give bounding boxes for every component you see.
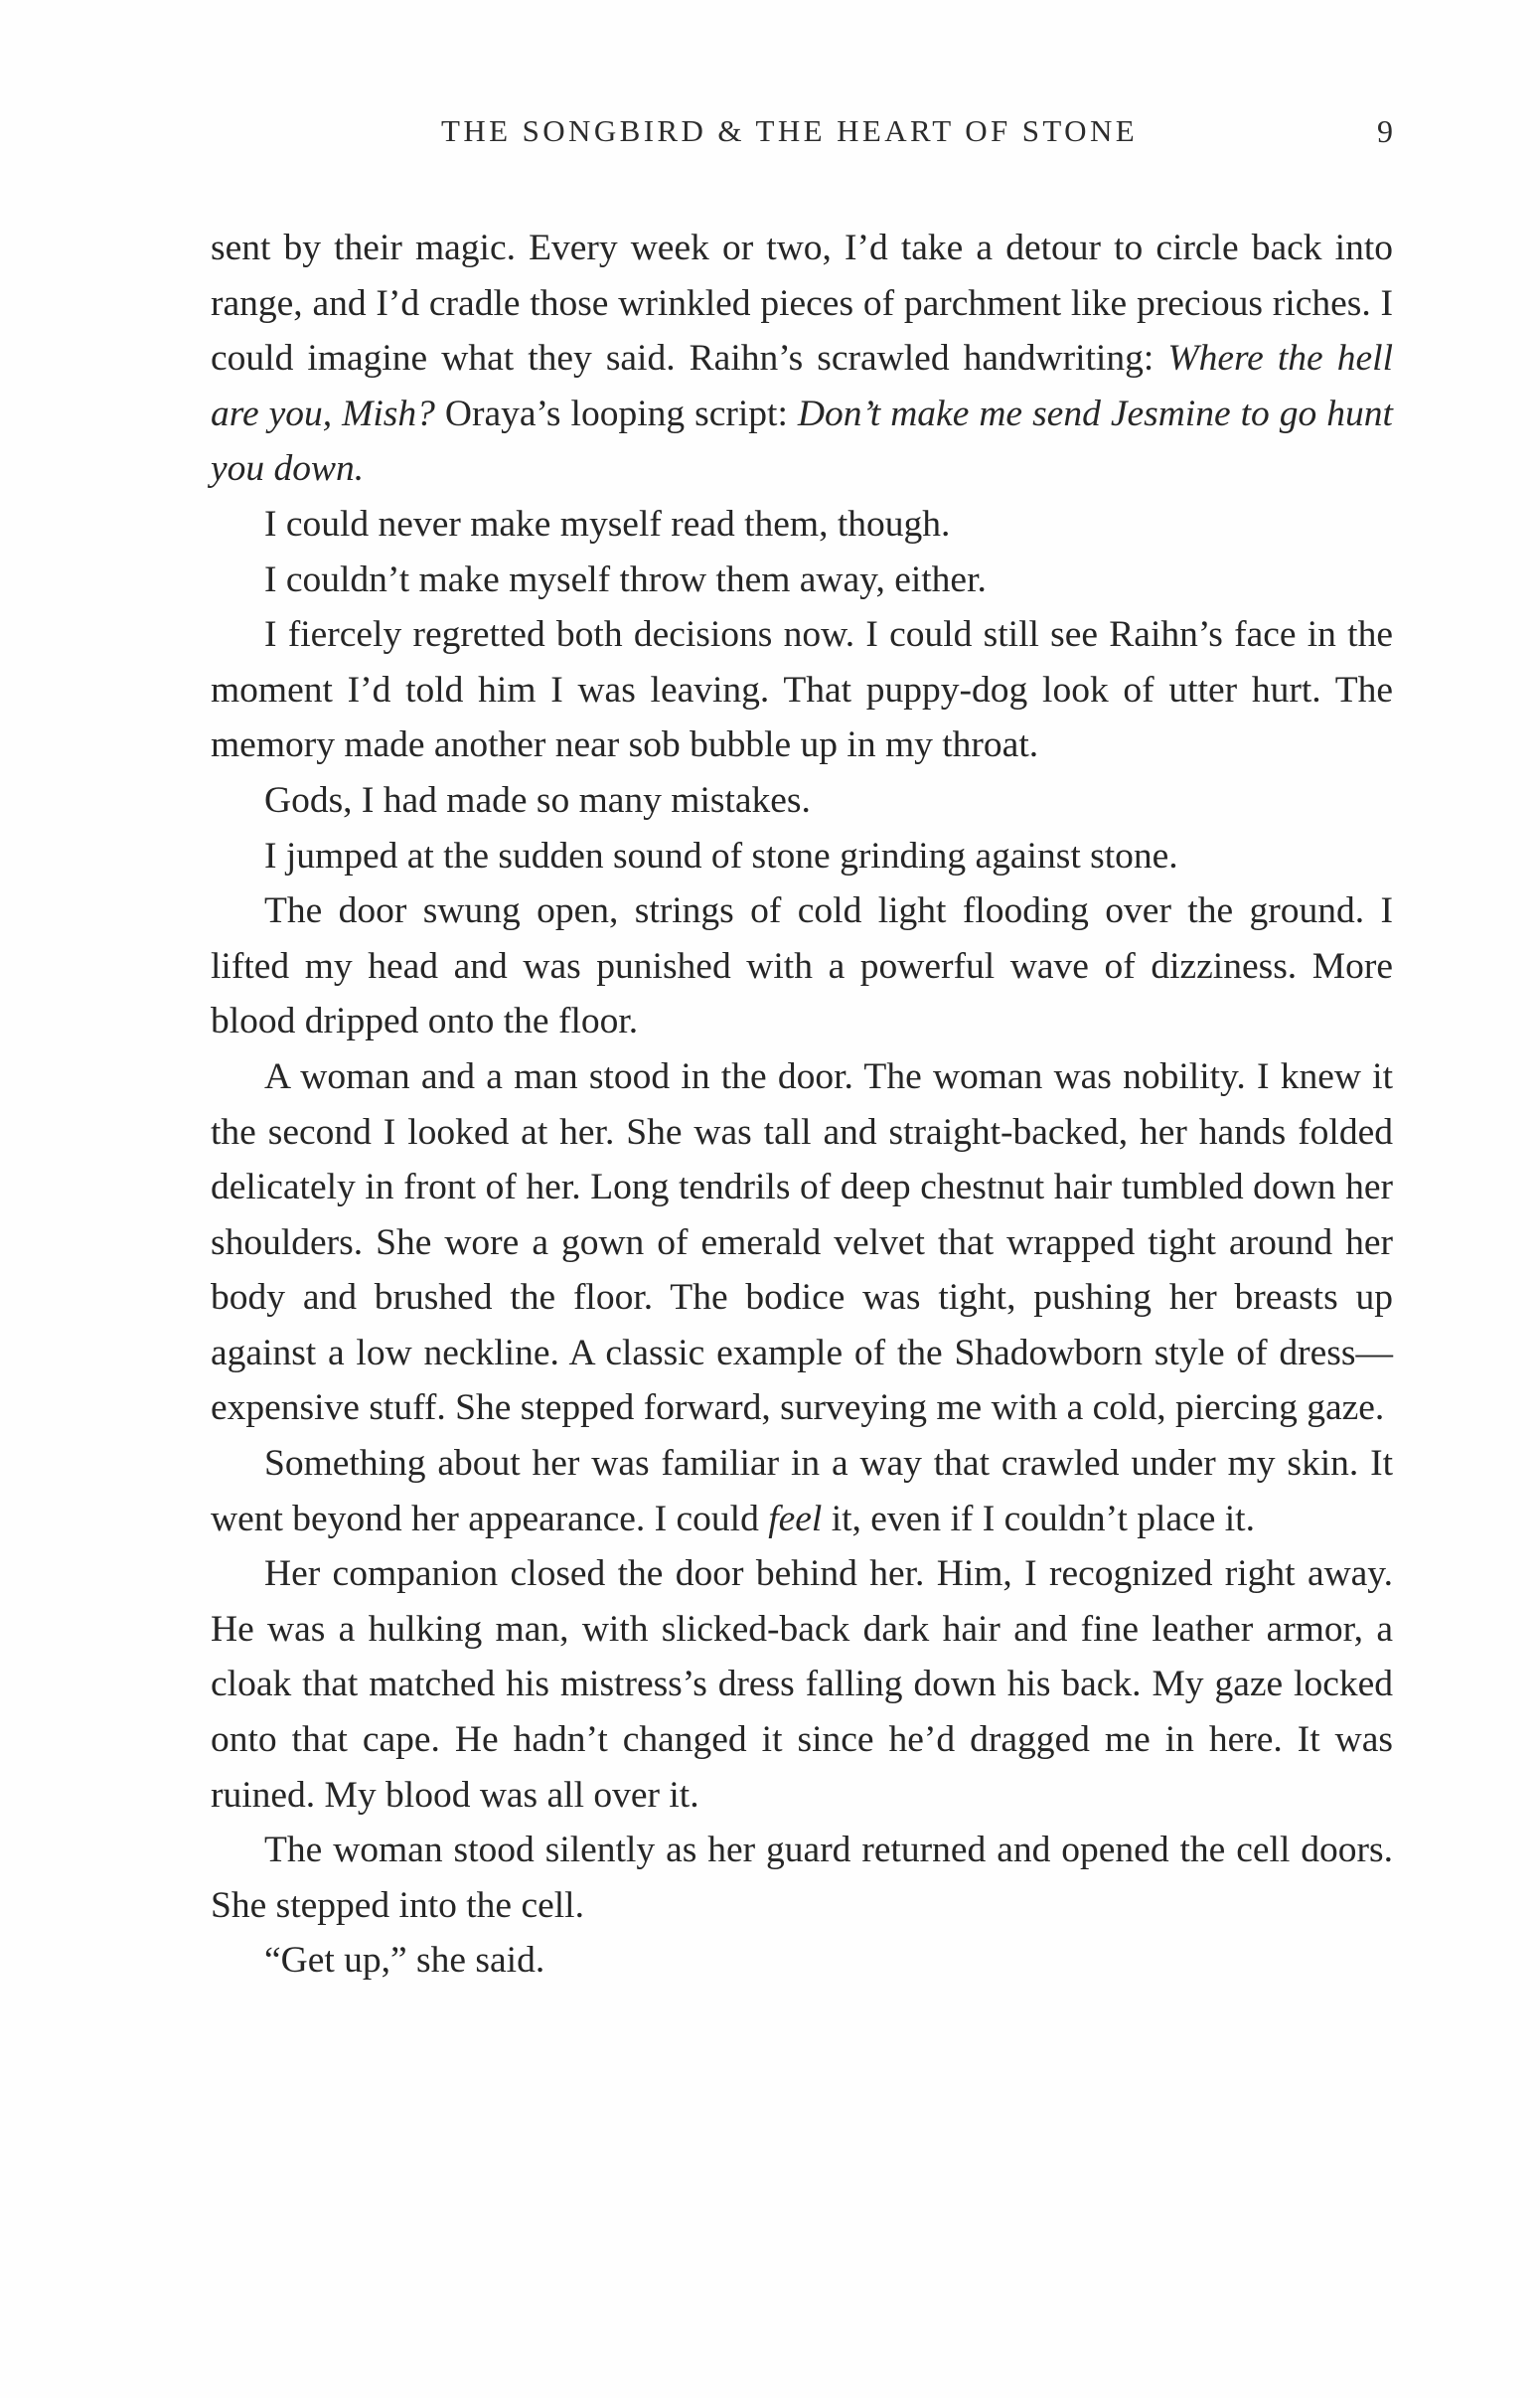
paragraph (211, 829, 1393, 884)
text-segment: The woman stood silently as her guard returned and opened the cell doors. She stepped into the cell. (211, 1830, 1393, 1926)
italic-text: feel (768, 1498, 823, 1539)
paragraph (211, 1933, 1393, 1989)
text-segment: I couldn’t make myself throw them away, either. (264, 559, 987, 600)
text-segment: Her companion closed the door behind her. Him, I recognized right away. He was a hulking man, with slicked-back dark hair and fine leather armor, a cloak that matched his mistress’s dress falling down his back. My gaze locked onto that cape. He hadn’t changed it since he’d dragged me in here. It was ruined. My blood was all over it. (211, 1553, 1393, 1816)
paragraph (211, 773, 1393, 829)
text-segment: A woman and a man stood in the door. The woman was nobility. I knew it the second I looked at her. She was tall and straight-backed, her hands folded delicately in front of her. Long tendrils of deep chestnut hair tumbled down her shoulders. She wore a gown of emerald velvet that wrapped tight around her body and brushed the floor. The bodice was tight, pushing her breasts up against a low neckline. A classic example of the Shadowborn style of dress—expensive stuff. She stepped forward, surveying me with a cold, piercing gaze. (211, 1055, 1393, 1429)
italic-text: Where the hell are you, Mish? (211, 338, 1393, 434)
paragraph (211, 221, 1393, 497)
paragraph (211, 497, 1393, 553)
text-segment: I jumped at the sudden sound of stone grinding against stone. (264, 835, 1178, 877)
text-segment: sent by their magic. Every week or two, I’d take a detour to circle back into range, and I’d cradle those wrinkled pieces of parchment like precious riches. I could imagine what they said. Raihn’s scrawled handwriting: (211, 228, 1393, 380)
text-segment: “Get up,” she said. (264, 1940, 545, 1982)
text-segment: it, even if I couldn’t place it. (822, 1498, 1255, 1539)
text-segment: Something about her was familiar in a way that crawled under my skin. It went beyond her appearance. I could (211, 1443, 1393, 1539)
paragraph (211, 1823, 1393, 1933)
paragraph (211, 1049, 1393, 1436)
paragraph (211, 1436, 1393, 1546)
text-segment: Gods, I had made so many mistakes. (264, 779, 811, 821)
text-segment: Oraya’s looping script: (434, 393, 798, 434)
paragraph (211, 553, 1393, 608)
text-segment: I fiercely regretted both decisions now. I could still see Raihn’s face in the moment I’d told him I was leaving. That puppy-dog look of utter hurt. The memory made another near sob bubble up in my throat. (211, 614, 1393, 766)
paragraph (211, 1546, 1393, 1823)
body-text (211, 221, 1393, 1989)
running-title: THE SONGBIRD & THE HEART OF STONE (441, 113, 1139, 148)
page-number: 9 (1377, 113, 1393, 149)
paragraph (211, 883, 1393, 1049)
running-header (211, 113, 1393, 153)
paragraph (211, 607, 1393, 773)
text-segment: The door swung open, strings of cold light flooding over the ground. I lifted my head and was punished with a powerful wave of dizziness. More blood dripped onto the floor. (211, 890, 1393, 1042)
italic-text: Don’t make me send Jesmine to go hunt you down. (211, 393, 1393, 490)
text-segment: I could never make myself read them, though. (264, 503, 951, 545)
